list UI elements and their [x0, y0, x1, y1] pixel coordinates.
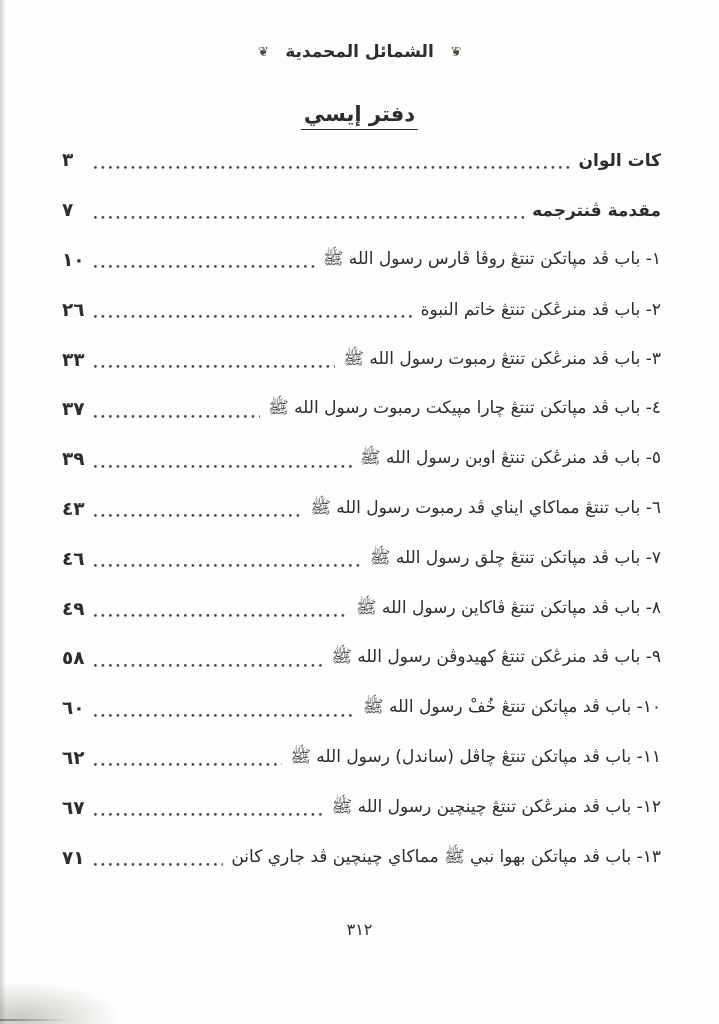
toc-entry-title: ١٠- باب ڤد مڽاتكن تنتڠ خُفْ رسول الله ﷺ: [363, 697, 661, 718]
toc-entry: [62, 734, 661, 784]
toc-entry-title: ١٣- باب ڤد مڽاتكن بهوا نبي ﷺ مماكاي چينچين ڤد جاري كانن: [231, 846, 661, 867]
toc-entry-page: ٤٦: [62, 548, 85, 570]
toc-entry-title: ٨- باب ڤد مڽاتكن تنتڠ ڤاكاين رسول الله ﷺ: [355, 597, 661, 618]
toc-list: [62, 136, 661, 883]
toc-entry-page: ٣٣: [62, 349, 85, 371]
toc-entry: [62, 584, 661, 634]
toc-entry: [62, 236, 661, 286]
toc-entry: [62, 485, 661, 535]
floral-ornament-icon: ❦: [257, 44, 270, 60]
dot-leader: [94, 813, 324, 816]
folio-page-number: ٣١٢: [346, 920, 373, 939]
dot-leader: [94, 315, 413, 318]
toc-heading-text: دفتر إيسي: [301, 102, 418, 130]
running-header: [0, 42, 719, 62]
dot-leader: [94, 564, 362, 567]
dot-leader: [94, 166, 571, 169]
dot-leader: [94, 863, 223, 866]
toc-entry-page: ٣: [62, 150, 74, 172]
dot-leader: [94, 216, 524, 219]
toc-entry-page: ٢٦: [62, 299, 85, 321]
toc-entry: [62, 684, 661, 734]
toc-entry-title: ١- باب ڤد مڽاتكن تنتڠ روڤا ڤارس رسول الله ﷺ: [322, 248, 661, 269]
dot-leader: [94, 415, 260, 418]
toc-entry-page: ٥٨: [62, 648, 85, 670]
dot-leader: [94, 514, 302, 517]
toc-entry-page: ٣٩: [62, 449, 85, 471]
toc-entry-title: ٢- باب ڤد منرڠكن تنتڠ خاتم النبوة: [420, 300, 661, 321]
toc-entry-page: ١٠: [62, 249, 85, 271]
dot-leader: [94, 265, 315, 268]
dot-leader: [94, 365, 335, 368]
toc-entry-page: ٣٧: [62, 399, 85, 421]
toc-entry-title: مقدمة ڤنترجمه: [532, 200, 661, 221]
toc-entry-page: ٦٠: [62, 698, 85, 720]
toc-entry: [62, 534, 661, 584]
toc-entry-title: ٩- باب ڤد منرڠكن تنتڠ كهيدوڤن رسول الله ﷺ: [331, 647, 661, 668]
toc-entry-page: ٧: [62, 200, 74, 222]
toc-entry: [62, 783, 661, 833]
toc-entry-title: ٤- باب ڤد مڽاتكن تنتڠ چارا مڽيكت رمبوت رسول الله ﷺ: [268, 398, 661, 419]
toc-entry: [62, 634, 661, 684]
toc-entry-title: ٧- باب ڤد مڽاتكن تنتڠ چلق رسول الله ﷺ: [369, 547, 661, 568]
dot-leader: [94, 465, 352, 468]
toc-entry-title: كات الوان: [578, 150, 661, 171]
toc-entry: [62, 335, 661, 385]
toc-entry-title: ١١- باب ڤد مڽاتكن تنتڠ چاڤل (ساندل) رسول الله ﷺ: [290, 746, 661, 767]
book-title: الشمائل المحمدية: [285, 42, 434, 62]
scan-edge-shadow: [0, 0, 6, 1024]
toc-heading: [0, 102, 719, 130]
toc-entry-page: ٦٧: [62, 797, 85, 819]
dot-leader: [94, 714, 355, 717]
dot-leader: [94, 664, 323, 667]
toc-entry: [62, 385, 661, 435]
toc-entry: [62, 833, 661, 883]
dot-leader: [94, 614, 348, 617]
scan-bottom-mark: [0, 1019, 70, 1021]
toc-entry-title: ٦- باب تنتڠ مماكاي ايناي ڤد رمبوت رسول الله ﷺ: [310, 497, 661, 518]
toc-entry-title: ٣- باب ڤد منرڠكن تنتڠ رمبوت رسول الله ﷺ: [343, 348, 661, 369]
dot-leader: [94, 763, 282, 766]
toc-entry-title: ١٢- باب ڤد منرڠكن تنتڠ چينچين رسول الله ﷺ: [331, 796, 661, 817]
toc-entry-page: ٧١: [62, 847, 85, 869]
toc-entry-page: ٦٢: [62, 747, 85, 769]
toc-entry: [62, 136, 661, 186]
floral-ornament-icon: ❦: [449, 44, 462, 60]
scan-corner-smudge: [0, 982, 120, 1024]
toc-entry: [62, 186, 661, 236]
toc-entry-page: ٤٣: [62, 498, 85, 520]
toc-entry-page: ٤٩: [62, 598, 85, 620]
toc-entry: [62, 285, 661, 335]
toc-entry: [62, 435, 661, 485]
toc-entry-title: ٥- باب ڤد منرڠكن تنتڠ اوبن رسول الله ﷺ: [360, 448, 661, 469]
